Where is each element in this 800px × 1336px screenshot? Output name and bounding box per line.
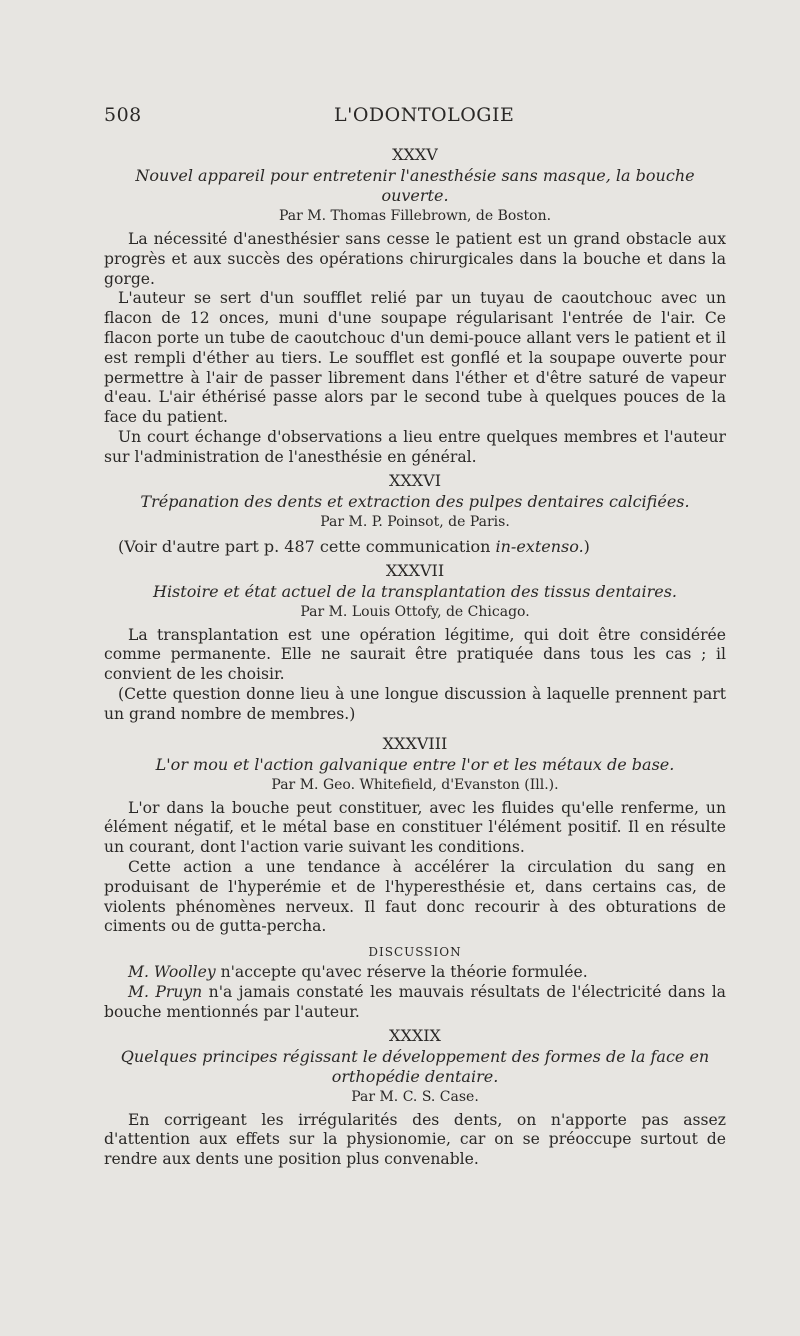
note-close: )	[583, 536, 590, 556]
page-number: 508	[104, 104, 142, 126]
section-numeral: XXXVI	[388, 470, 442, 490]
remark-text: n'accepte qu'avec réserve la théorie formulée.	[215, 963, 588, 982]
paragraph: En corrigeant les irrégularités des dents, on n'apporte pas assez d'attention aux effets sur la physionomie, car on se préoccupe surtout de rendre aux dents une position plus convenable.	[104, 1110, 726, 1169]
section-byline: Par M. P. Poinsot, de Paris.	[320, 513, 510, 530]
section-numeral: XXXVII	[385, 560, 445, 580]
section-byline: Par M. C. S. Case.	[351, 1088, 479, 1105]
section-title: L'or mou et l'action galvanique entre l'or et les métaux de base.	[155, 754, 675, 774]
section-numeral: XXXVIII	[382, 733, 448, 753]
discussion-remark	[104, 983, 726, 1023]
section-byline: Par M. Geo. Whitefield, d'Evanston (Ill.).	[271, 776, 559, 793]
paragraph: (Cette question donne lieu à une longue discussion à laquelle prennent part un grand nombre de membres.)	[104, 684, 726, 723]
note-italic: in-extenso.	[495, 536, 584, 556]
section-xxxv	[104, 144, 726, 468]
paragraph: Cette action a une tendance à accélérer la circulation du sang en produisant de l'hyperémie et de l'hyperesthésie et, dans certains cas, de violents phénomènes nerveux. Il faut donc recourir à des obturations de ciments ou de gutta-percha.	[104, 857, 726, 936]
section-title: Quelques principes régissant le développement des formes de la face en orthopédie dentaire.	[120, 1046, 710, 1086]
section-xxxviii	[104, 733, 726, 1023]
running-title: L'ODONTOLOGIE	[334, 104, 515, 126]
paragraph: La nécessité d'anesthésier sans cesse le patient est un grand obstacle aux progrès et aux succès des opérations chirurgicales dans la bouche et dans la gorge.	[104, 230, 726, 288]
section-xxxvi	[104, 470, 726, 558]
discussion-remark	[104, 963, 726, 983]
note-text: (Voir d'autre part p. 487 cette communication	[118, 536, 496, 556]
remark-text: n'a jamais constaté les mauvais résultats de l'électricité dans la bouche mentionnés par l'auteur.	[104, 982, 726, 1021]
section-numeral: XXXIX	[389, 1025, 441, 1045]
paragraph: L'or dans la bouche peut constituer, avec les fluides qu'elle renferme, un élément négatif, et le métal base en constituer l'élément positif. Il en résulte un courant, dont l'action varie suivant les conditions.	[104, 798, 726, 857]
speaker-name: M. Woolley	[128, 963, 216, 982]
paragraph: Un court échange d'observations a lieu entre quelques membres et l'auteur sur l'administration de l'anesthésie en général.	[104, 427, 726, 466]
section-title: Nouvel appareil pour entretenir l'anesthésie sans masque, la bouche ouverte.	[135, 166, 695, 205]
speaker-name: M. Pruyn	[128, 982, 203, 1001]
section-title: Trépanation des dents et extraction des pulpes dentaires calcifiées.	[140, 491, 690, 511]
discussion-heading: DISCUSSION	[368, 945, 462, 960]
paragraph: La transplantation est une opération légitime, qui doit être considérée comme permanente. Elle ne saurait être pratiquée dans tous les cas ; il convient de les choisir.	[104, 625, 726, 684]
section-byline: Par M. Louis Ottofy, de Chicago.	[300, 603, 530, 620]
section-byline: Par M. Thomas Fillebrown, de Boston.	[278, 208, 552, 224]
page-header	[104, 104, 726, 130]
section-numeral: XXXV	[392, 145, 438, 164]
cross-reference-note	[104, 536, 726, 558]
article-body	[104, 144, 726, 1170]
section-xxxvii	[104, 560, 726, 725]
section-xxxix	[104, 1025, 726, 1170]
paragraph: L'auteur se sert d'un soufflet relié par un tuyau de caoutchouc avec un flacon de 12 onces, muni d'une soupape régularisant l'entrée de l'air. Ce flacon porte un tube de caoutchouc d'un demi-pouce allant vers le patient et il est rempli d'éther au tiers. Le soufflet est gonflé et la soupape ouverte pour permettre à l'air de passer librement dans l'éther et d'être saturé de vapeur d'eau. L'air éthérisé passe alors par le second tube à quelques pouces de la face du patient.	[104, 289, 726, 427]
section-title: Histoire et état actuel de la transplantation des tissus dentaires.	[152, 581, 677, 601]
